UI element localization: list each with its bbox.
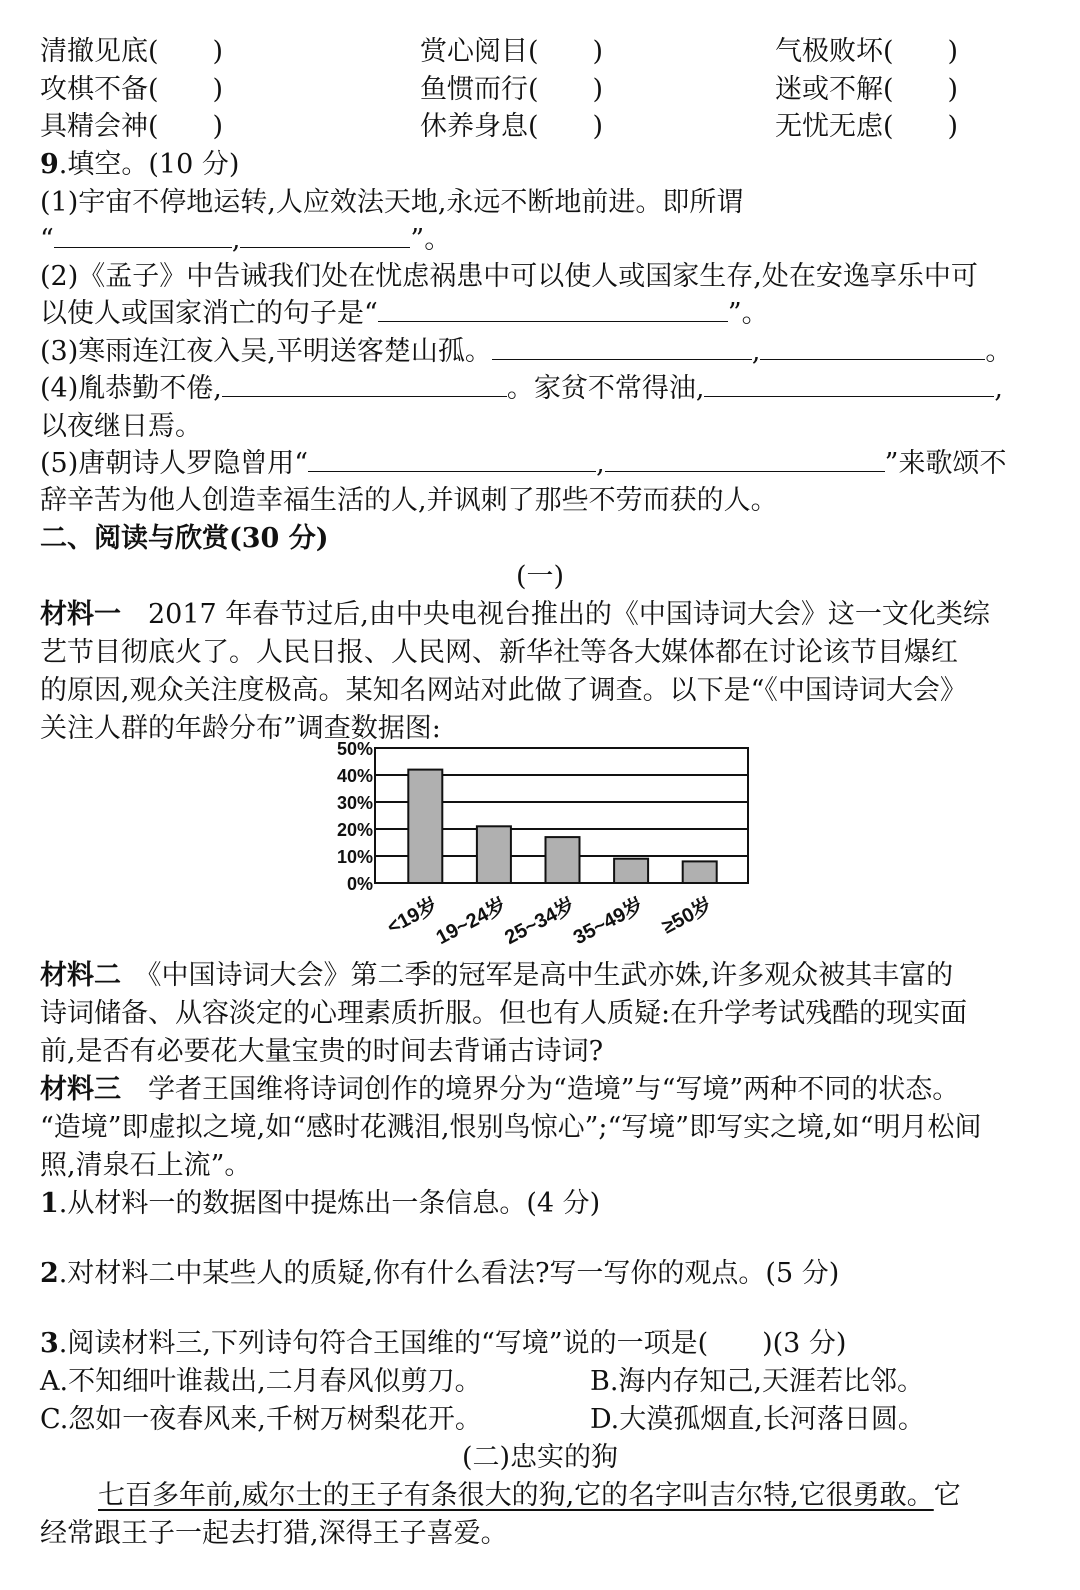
q9-p4-text: 。家贫不常得油, <box>506 373 705 404</box>
y-tick-label: 30% <box>336 793 373 813</box>
option-b[interactable]: B.海内存知己,天涯若比邻。 <box>590 1366 925 1397</box>
answer-blank[interactable] <box>760 337 985 360</box>
material-label: 材料一 <box>40 599 121 630</box>
q9-p4-text: (4)胤恭勤不倦, <box>40 373 222 404</box>
question-1 <box>40 1185 1040 1222</box>
age-distribution-chart <box>320 740 760 960</box>
q9-p3-text: (3)寒雨连江夜入吴,平明送客楚山孤。 <box>40 336 492 367</box>
idiom-item: 无忧无虑( ) <box>775 111 959 142</box>
question-text: .对材料二中某些人的质疑,你有什么看法?写一写你的观点。(5 分) <box>58 1258 840 1289</box>
x-tick-label: <19岁 <box>383 893 442 939</box>
period: 。 <box>985 336 1013 367</box>
material-text: 2017 年春节过后,由中央电视台推出的《中国诗词大会》这一文化类综 <box>121 599 990 630</box>
q9-number: 9 <box>40 149 59 180</box>
q9-p5-text: (5)唐朝诗人罗隐曾用“ <box>40 448 309 479</box>
close-quote: ”。 <box>727 298 769 329</box>
idiom-item: 攻棋不备( ) <box>40 74 224 105</box>
q9-p2-line2 <box>40 295 1040 332</box>
answer-blank[interactable] <box>54 225 232 248</box>
comma: , <box>751 336 761 367</box>
q9-p1-line1: (1)宇宙不停地运转,人应效法天地,永远不断地前进。即所谓 <box>40 187 744 218</box>
material1-line2: 艺节目彻底火了。人民日报、人民网、新华社等各大媒体都在讨论该节目爆红 <box>40 637 958 668</box>
material3-line3: 照,清泉石上流”。 <box>40 1150 252 1181</box>
answer-blank[interactable] <box>605 449 885 472</box>
open-quote: “ <box>40 224 54 255</box>
answer-blank[interactable] <box>308 449 596 472</box>
q9-p5-line1 <box>40 445 1040 482</box>
q9-p4-line1 <box>40 370 1040 407</box>
q9-p3 <box>40 333 1040 370</box>
idiom-item: 迷或不解( ) <box>775 74 959 105</box>
idiom-item: 休养身息( ) <box>420 111 604 142</box>
material2-line1 <box>40 957 1040 994</box>
material3-line2: “造境”即虚拟之境,如“感时花溅泪,恨别鸟惊心”;“写境”即写实之境,如“明月松间 <box>40 1112 982 1143</box>
q9-p5-line2: 辞辛苦为他人创造幸福生活的人,并讽刺了那些不劳而获的人。 <box>40 485 778 516</box>
x-tick-label: 25~34岁 <box>501 893 579 950</box>
answer-blank[interactable] <box>378 299 728 322</box>
material-text: 学者王国维将诗词创作的境界分为“造境”与“写境”两种不同的状态。 <box>121 1074 960 1105</box>
answer-blank[interactable] <box>704 374 994 397</box>
y-tick-label: 20% <box>336 820 373 840</box>
part2-line1 <box>98 1477 1040 1514</box>
passage-text: 它 <box>933 1480 961 1511</box>
idiom-item: 鱼惯而行( ) <box>420 74 604 105</box>
material-label: 材料二 <box>40 960 121 991</box>
material-label: 材料三 <box>40 1074 121 1105</box>
option-d[interactable]: D.大漠孤烟直,长河落日圆。 <box>590 1404 925 1435</box>
y-tick-label: 50% <box>336 740 373 759</box>
q9-title-text: .填空。(10 分) <box>58 149 240 180</box>
idiom-item: 赏心阅目( ) <box>420 36 604 67</box>
question-2 <box>40 1255 1040 1292</box>
idiom-item: 清撤见底( ) <box>40 36 224 67</box>
bar <box>614 859 648 883</box>
q9-p1-line2 <box>40 221 1040 258</box>
question-text: .从材料一的数据图中提炼出一条信息。(4 分) <box>58 1188 601 1219</box>
q9-p2-text: 以使人或国家消亡的句子是“ <box>40 298 378 329</box>
bar <box>408 770 442 883</box>
material1-line1 <box>40 596 1040 633</box>
q9-p5-text: ”来歌颂不 <box>884 448 1007 479</box>
material-text: 《中国诗词大会》第二季的冠军是高中生武亦姝,许多观众被其丰富的 <box>121 960 954 991</box>
q9-title <box>40 146 1040 183</box>
material3-line1 <box>40 1071 1040 1108</box>
underlined-passage: 七百多年前,威尔士的王子有条很大的狗,它的名字叫吉尔特,它很勇敢。 <box>98 1480 934 1511</box>
bar <box>477 826 511 883</box>
answer-blank[interactable] <box>240 225 410 248</box>
material1-line3: 的原因,观众关注度极高。某知名网站对此做了调查。以下是“《中国诗词大会》 <box>40 675 967 706</box>
bar <box>683 861 717 883</box>
question-3 <box>40 1325 1040 1362</box>
section-title: 二、阅读与欣赏(30 分) <box>40 523 329 554</box>
comma: , <box>596 448 605 479</box>
material2-line2: 诗词储备、从容淡定的心理素质折服。但也有人质疑:在升学考试残酷的现实面 <box>40 998 968 1029</box>
y-tick-label: 10% <box>336 847 373 867</box>
q9-p2-line1: (2)《孟子》中告诫我们处在忧虑祸患中可以使人或国家生存,处在安逸享乐中可 <box>40 261 978 292</box>
idiom-item: 具精会神( ) <box>40 111 224 142</box>
question-number: 3 <box>40 1328 59 1359</box>
material2-line3: 前,是否有必要花大量宝贵的时间去背诵古诗词? <box>40 1036 604 1067</box>
idiom-item: 气极败坏( ) <box>775 36 959 67</box>
y-tick-label: 0% <box>346 874 373 894</box>
part2-line2: 经常跟王子一起去打猎,深得王子喜爱。 <box>40 1518 508 1549</box>
option-c[interactable]: C.忽如一夜春风来,千树万树梨花开。 <box>40 1404 482 1435</box>
question-number: 2 <box>40 1258 59 1289</box>
question-text: .阅读材料三,下列诗句符合王国维的“写境”说的一项是( )(3 分) <box>58 1328 847 1359</box>
bar <box>546 837 580 883</box>
comma: , <box>994 373 1004 404</box>
material1-line4: 关注人群的年龄分布”调查数据图: <box>40 713 441 744</box>
part2-title: (二)忠实的狗 <box>461 1442 619 1473</box>
part-marker: (一) <box>515 561 565 592</box>
answer-blank[interactable] <box>492 337 752 360</box>
option-a[interactable]: A.不知细叶谁裁出,二月春风似剪刀。 <box>40 1366 482 1397</box>
close-quote: ”。 <box>410 224 452 255</box>
q9-p4-line2: 以夜继日焉。 <box>40 411 202 442</box>
y-tick-label: 40% <box>336 766 373 786</box>
answer-blank[interactable] <box>222 374 507 397</box>
x-tick-label: 35~49岁 <box>569 893 648 950</box>
comma: , <box>231 224 241 255</box>
question-number: 1 <box>40 1188 59 1219</box>
x-tick-label: ≥50岁 <box>658 893 717 939</box>
x-tick-label: 19~24岁 <box>432 893 511 950</box>
